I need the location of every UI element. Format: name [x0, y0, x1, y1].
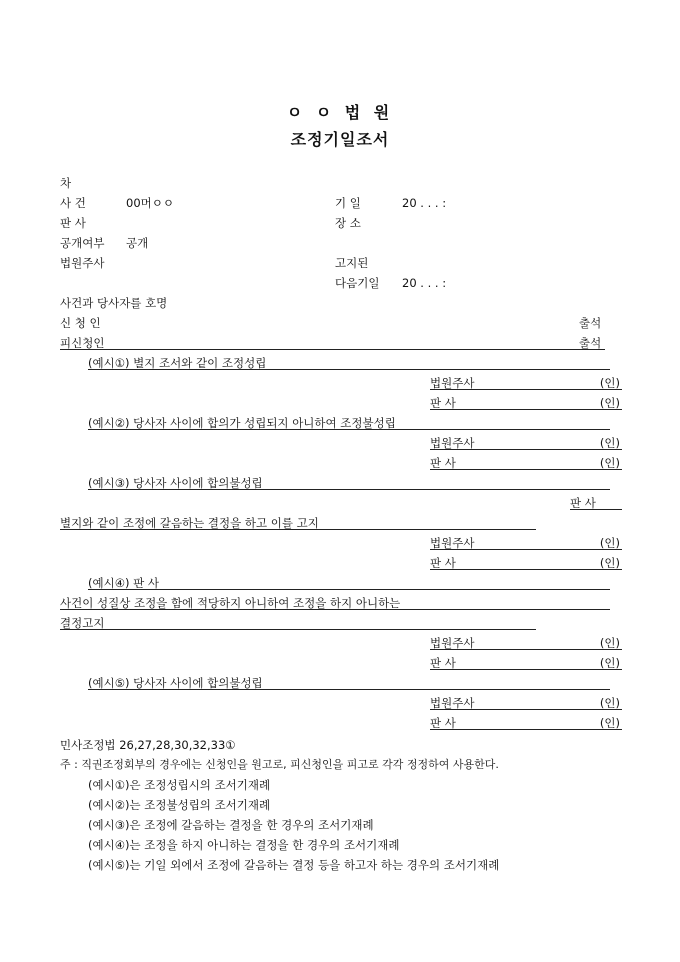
seal-mark: (인) [599, 716, 620, 730]
signature-rule [430, 709, 622, 710]
seal-mark: (인) [599, 436, 620, 450]
note-example4: (예시④)는 조정을 하지 아니하는 결정을 한 경우의 조서기재례 [88, 838, 400, 852]
example3-judge-rule [570, 509, 622, 510]
example4-line2: 결정고지 [60, 616, 105, 630]
signature-rule [430, 389, 622, 390]
seal-mark: (인) [599, 656, 620, 670]
clerk-signature-label: 법원주사 [430, 536, 475, 550]
seal-mark: (인) [599, 396, 620, 410]
clerk-signature-label: 법원주사 [430, 436, 475, 450]
signature-rule [430, 669, 622, 670]
example3-text: (예시③) 당사자 사이에 합의불성립 [88, 476, 263, 490]
seal-mark: (인) [599, 636, 620, 650]
public-value: 공개 [126, 236, 149, 250]
signature-rule [430, 549, 622, 550]
signature-rule [430, 449, 622, 450]
example4-rule [88, 589, 610, 590]
law-reference: 민사조정법 26,27,28,30,32,33① [60, 738, 236, 752]
example2-rule [88, 429, 610, 430]
notified-label: 고지된 [335, 256, 369, 270]
example5-rule [88, 689, 610, 690]
example4-text: (예시④) 판 사 [88, 576, 160, 590]
example3-decision: 별지와 같이 조정에 갈음하는 결정을 하고 이를 고지 [60, 516, 319, 530]
clerk-signature-label: 법원주사 [430, 636, 475, 650]
signature-rule [430, 569, 622, 570]
clerk-signature-label: 법원주사 [430, 376, 475, 390]
seal-mark: (인) [599, 536, 620, 550]
seal-mark: (인) [599, 376, 620, 390]
example3-decision-rule [60, 529, 536, 530]
seal-mark: (인) [599, 556, 620, 570]
example4-line1-rule [60, 609, 610, 610]
respondent-status: 출석 [579, 336, 602, 350]
respondent-rule [60, 349, 605, 350]
example1-rule [88, 369, 610, 370]
judge-signature-label: 판 사 [430, 556, 456, 570]
public-label: 공개여부 [60, 236, 105, 250]
seal-mark: (인) [599, 456, 620, 470]
court-name: ㅇ ㅇ 법 원 [286, 103, 394, 122]
date-value: 20 . . . : [402, 196, 447, 210]
applicant-label: 신 청 인 [60, 316, 101, 330]
signature-rule [430, 729, 622, 730]
example3-rule [88, 489, 610, 490]
place-label: 장 소 [335, 216, 361, 230]
example2-text: (예시②) 당사자 사이에 합의가 성립되지 아니하여 조정불성립 [88, 416, 396, 430]
signature-rule [430, 649, 622, 650]
session-number-label: 차 [60, 176, 72, 190]
note-example3: (예시③)은 조정에 갈음하는 결정을 한 경우의 조서기재례 [88, 818, 374, 832]
example4-line2-rule [60, 629, 536, 630]
example3-judge: 판 사 [570, 496, 596, 510]
judge-signature-label: 판 사 [430, 456, 456, 470]
case-value: 00머ㅇㅇ [126, 196, 174, 210]
date-label: 기 일 [335, 196, 361, 210]
example4-line1: 사건이 성질상 조정을 함에 적당하지 아니하여 조정을 하지 아니하는 [60, 596, 401, 610]
judge-label: 판 사 [60, 216, 86, 230]
judge-signature-label: 판 사 [430, 396, 456, 410]
next-date-value: 20 . . . : [402, 276, 447, 290]
note-example1: (예시①)은 조정성립시의 조서기재례 [88, 778, 271, 792]
clerk-signature-label: 법원주사 [430, 696, 475, 710]
case-label: 사 건 [60, 196, 86, 210]
applicant-status: 출석 [579, 316, 602, 330]
call-heading: 사건과 당사자를 호명 [60, 296, 168, 310]
respondent-label: 피신청인 [60, 336, 105, 350]
note-example2: (예시②)는 조정불성립의 조서기재례 [88, 798, 271, 812]
note-main: 주 : 직권조정회부의 경우에는 신청인을 원고로, 피신청인을 피고로 각각 정정하여 사용한다. [60, 758, 499, 771]
example1-text: (예시①) 별지 조서와 같이 조정성립 [88, 356, 267, 370]
document-title: 조정기일조서 [290, 130, 390, 149]
signature-rule [430, 469, 622, 470]
judge-signature-label: 판 사 [430, 656, 456, 670]
judge-signature-label: 판 사 [430, 716, 456, 730]
note-example5: (예시⑤)는 기일 외에서 조정에 갈음하는 결정 등을 하고자 하는 경우의 조서기재례 [88, 858, 500, 872]
seal-mark: (인) [599, 696, 620, 710]
example5-text: (예시⑤) 당사자 사이에 합의불성립 [88, 676, 263, 690]
clerk-label: 법원주사 [60, 256, 105, 270]
next-date-label: 다음기일 [335, 276, 380, 290]
signature-rule [430, 409, 622, 410]
